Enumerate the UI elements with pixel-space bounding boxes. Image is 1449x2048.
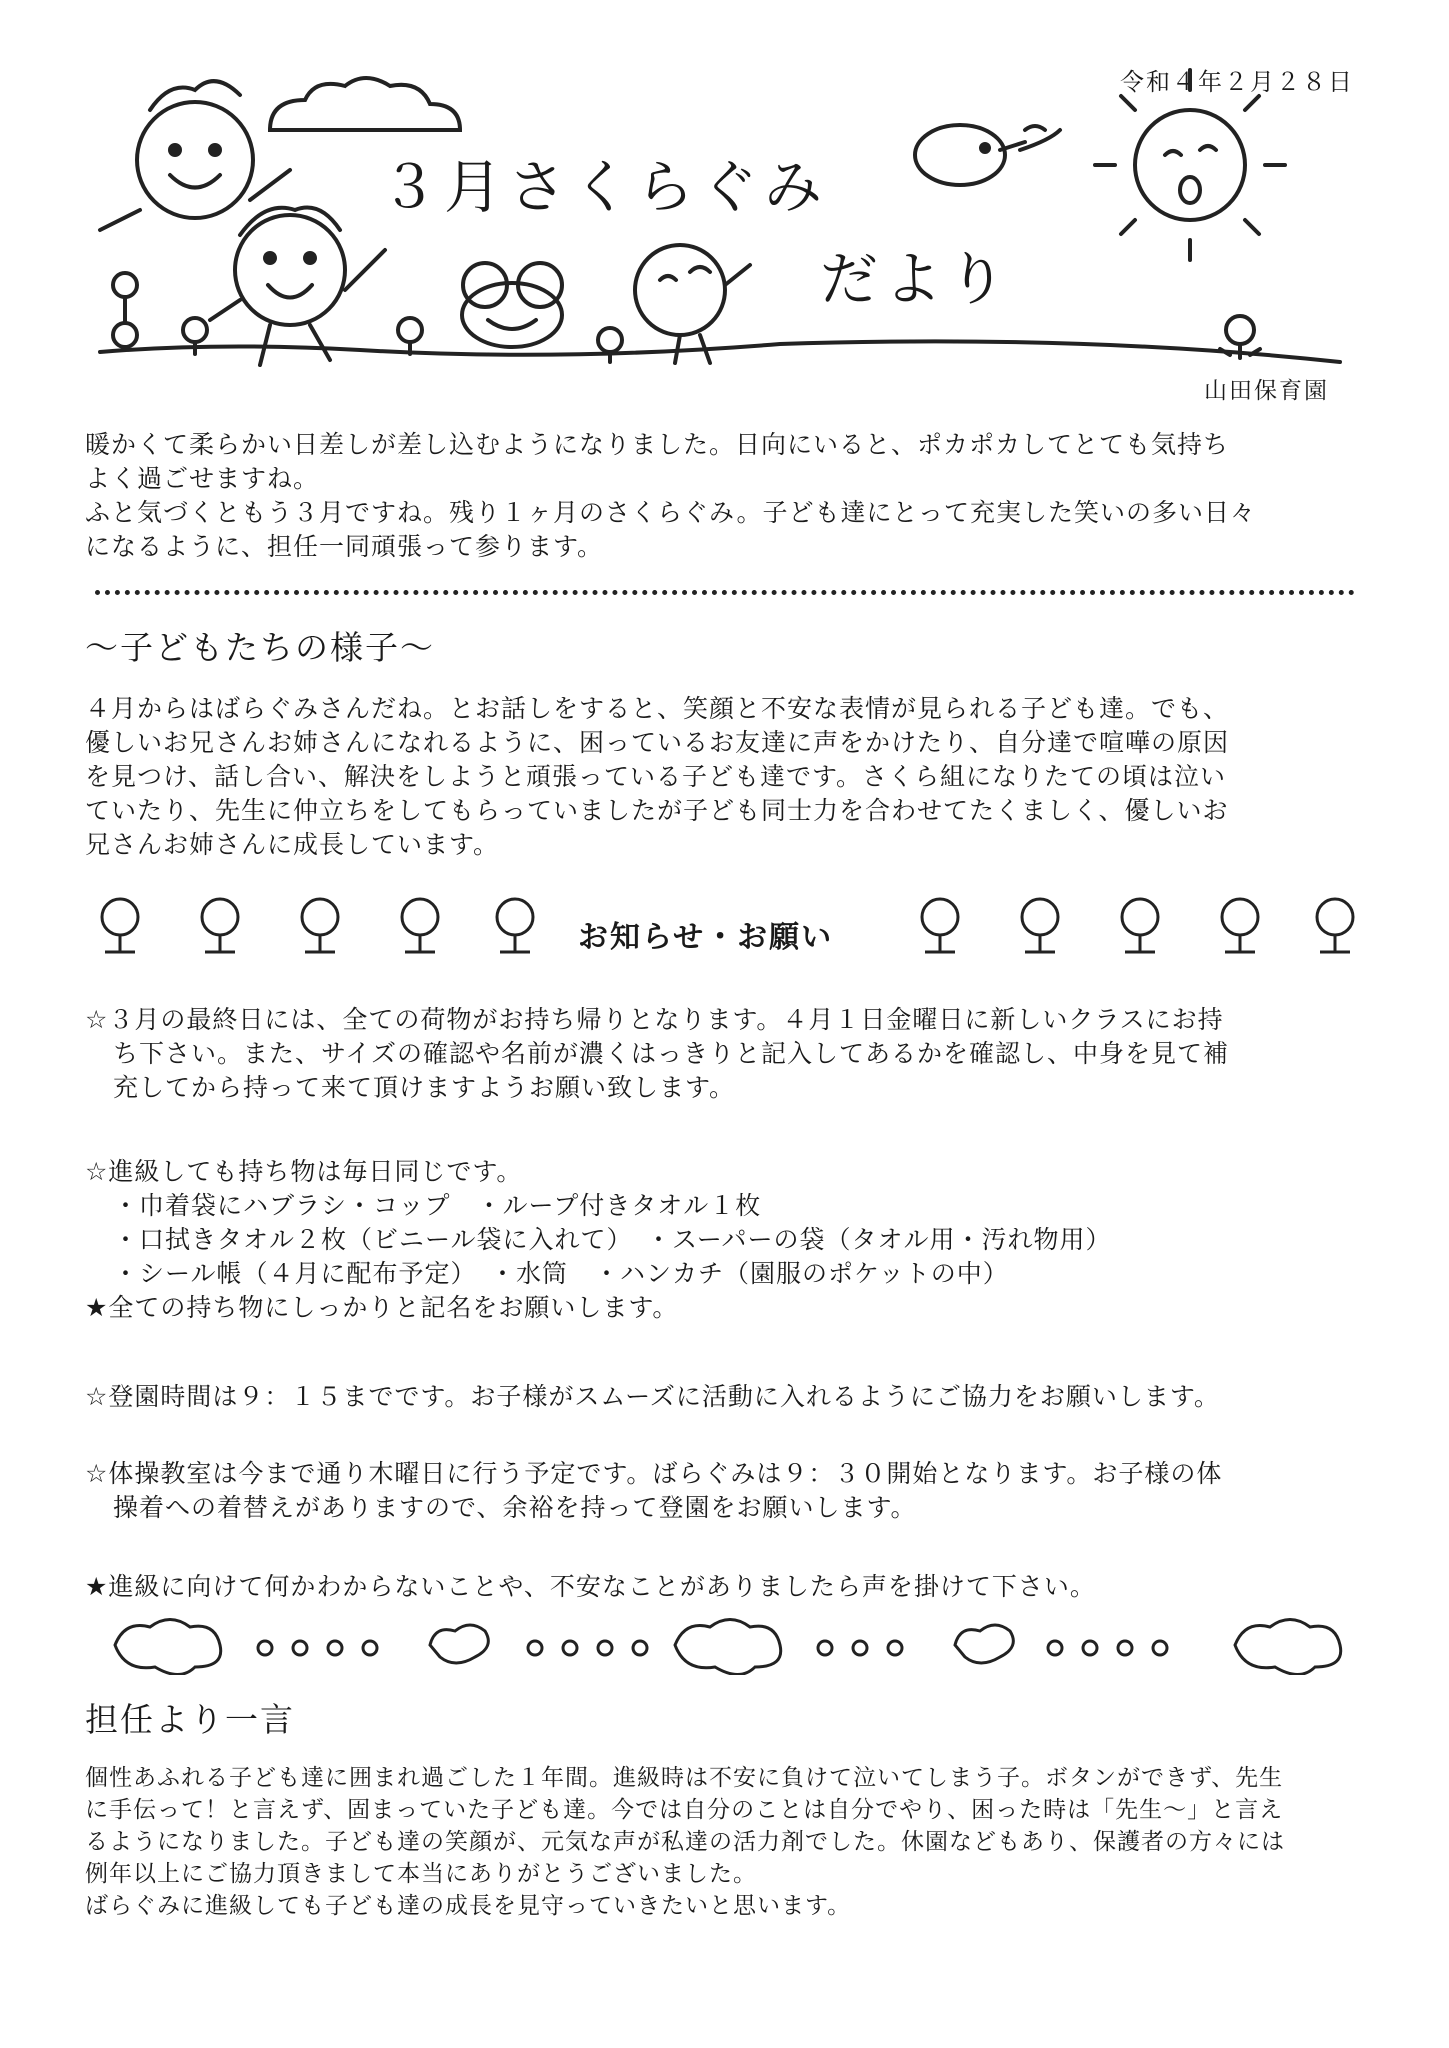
children-line: ４月からはばらぐみさんだね。とお話しをすると、笑顔と不安な表情が見られる子ども達。でも、 <box>85 694 1230 723</box>
dandelion-icon <box>302 899 338 953</box>
notice-line: ☆体操教室は今まで通り木曜日に行う予定です。ばらぐみは９：３０開始となります。お子様の体 <box>85 1459 1223 1488</box>
intro-line: よく過ごせますね。 <box>85 464 320 493</box>
children-line: ていたり、先生に仲立ちをしてもらっていましたが子ども同士力を合わせてたくましく、優しいお <box>85 796 1229 825</box>
notice-item-gym-class <box>85 1457 1222 1525</box>
bird-icon <box>915 125 1060 185</box>
dandelion-icon <box>1317 899 1353 953</box>
dandelion-icon <box>497 899 533 953</box>
notice-line: ☆３月の最終日には、全ての荷物がお持ち帰りとなります。４月１日金曜日に新しいクラスにお持 <box>85 1005 1224 1034</box>
dotted-divider <box>95 590 1355 595</box>
list-item: ・シール帳（４月に配布予定） ・水筒 ・ハンカチ（園服のポケットの中） <box>113 1259 1009 1288</box>
children-line: を見つけ、話し合い、解決をしようと頑張っている子ども達です。さくら組になりたての頃は泣い <box>85 762 1227 791</box>
list-item: ・口拭きタオル２枚（ビニール袋に入れて） ・スーパーの袋（タオル用・汚れ物用） <box>113 1225 1112 1254</box>
notice-item-questions: ★進級に向けて何かわからないことや、不安なことがありましたら声を掛けて下さい。 <box>85 1572 1096 1601</box>
notice-line: ☆進級しても持ち物は毎日同じです。 <box>85 1157 523 1186</box>
intro-line: ふと気づくともう３月ですね。残り１ヶ月のさくらぐみ。子ども達にとって充実した笑いの多い日々 <box>85 498 1257 527</box>
notice-line: 充してから持って来て頂けますようお願い致します。 <box>113 1073 736 1102</box>
child-icon <box>100 81 290 230</box>
notice-line: 操着への着替えがありますので、余裕を持って登園をお願いします。 <box>113 1493 917 1522</box>
teacher-line: 例年以上にご協力頂きまして本当にありがとうございました。 <box>85 1861 757 1887</box>
dandelion-icon <box>922 899 958 953</box>
teacher-line: ばらぐみに進級しても子ども達の成長を見守っていきたいと思います。 <box>85 1893 852 1919</box>
newsletter-title-line2: だより <box>820 245 1013 313</box>
dandelion-icon <box>202 899 238 953</box>
flower-icon <box>1235 1620 1341 1675</box>
teacher-line: に手伝って！と言えず、固まっていた子ども達。今では自分のことは自分でやり、困った時は「先生～」と言え <box>85 1797 1284 1823</box>
flower-icon <box>1220 316 1260 358</box>
dandelion-icon <box>1222 899 1258 953</box>
flower-icon <box>398 318 422 354</box>
notice-line: ち下さい。また、サイズの確認や名前が濃くはっきりと記入してあるかを確認し、中身を見て補 <box>113 1039 1230 1068</box>
children-section-text <box>85 692 1229 862</box>
sun-icon <box>1095 70 1285 260</box>
intro-line: 暖かくて柔らかい日差しが差し込むようになりました。日向にいると、ポカポカしてとても気持ち <box>85 430 1230 459</box>
newsletter-title: ３月さくらぐみ <box>380 153 829 221</box>
notice-item-belongings <box>85 1003 1229 1105</box>
flower-icon <box>430 1625 488 1663</box>
flower-icon <box>113 273 137 347</box>
intro-text <box>85 428 1256 564</box>
notice-line: ★全ての持ち物にしっかりと記名をお願いします。 <box>85 1293 679 1322</box>
flower-icon <box>675 1620 781 1675</box>
list-item: ・巾着袋にハブラシ・コップ ・ループ付きタオル１枚 <box>113 1191 762 1220</box>
teacher-section-text <box>85 1762 1285 1922</box>
notice-item-items-list <box>85 1155 1112 1325</box>
children-line: 兄さんお姉さんに成長しています。 <box>85 830 500 859</box>
flower-divider <box>95 1615 1375 1675</box>
header-illustration <box>0 0 1449 380</box>
children-section-heading: ～子どもたちの様子～ <box>85 628 435 667</box>
dandelion-icon <box>1122 899 1158 953</box>
flower-icon <box>598 328 622 362</box>
flower-icon <box>955 1625 1013 1663</box>
teacher-line: 個性あふれる子ども達に囲まれ過ごした１年間。進級時は不安に負けて泣いてしまう子。ボタンができず、先生 <box>85 1765 1284 1791</box>
notice-item-arrival-time: ☆登園時間は９：１５までです。お子様がスムーズに活動に入れるようにご協力をお願いします。 <box>85 1382 1220 1411</box>
dandelion-icon <box>102 899 138 953</box>
dandelion-icon <box>1022 899 1058 953</box>
teacher-section-heading: 担任より一言 <box>85 1700 295 1739</box>
child-icon <box>210 208 385 366</box>
notice-heading: お知らせ・お願い <box>578 920 834 955</box>
school-name: 山田保育園 <box>1204 378 1329 404</box>
frog-icon <box>462 263 562 347</box>
cloud-icon <box>270 78 460 130</box>
dandelion-icon <box>402 899 438 953</box>
flower-icon <box>115 1620 221 1675</box>
chick-icon <box>635 245 750 363</box>
children-line: 優しいお兄さんお姉さんになれるように、困っているお友達に声をかけたり、自分達で喧嘩の原因 <box>85 728 1230 757</box>
date: 令和４年２月２８日 <box>1120 68 1354 96</box>
intro-line: になるように、担任一同頑張って参ります。 <box>85 532 604 561</box>
teacher-line: るようになりました。子ども達の笑顔が、元気な声が私達の活力剤でした。休園などもあり、保護者の方々には <box>85 1829 1285 1855</box>
